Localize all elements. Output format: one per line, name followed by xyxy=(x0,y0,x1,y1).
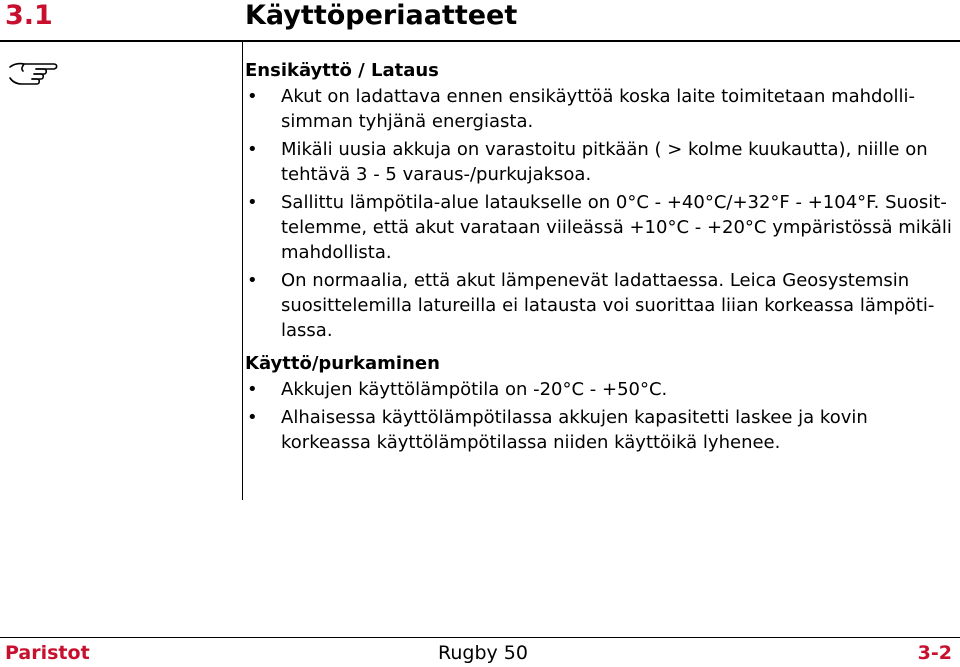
page-title: Käyttöperiaatteet xyxy=(245,0,518,31)
header-divider xyxy=(0,40,960,42)
list-item-text: Mikäli uusia akkuja on varastoitu pitkään ( > kolme kuukautta), niille on tehtävä 3 - 5 varaus-/purkujaksoa. xyxy=(281,139,928,185)
list-item-text: On normaalia, että akut lämpenevät ladattaessa. Leica Geosystemsin suosittelemilla latureilla ei latausta voi suorittaa liian korkeassa lämpöti- lassa. xyxy=(281,270,935,341)
list-item-text: Akut on ladattava ennen ensikäyttöä koska laite toimitetaan mahdolli- simman tyhjänä energiasta. xyxy=(281,86,915,132)
list-item-text: Alhaisessa käyttölämpötilassa akkujen kapasitetti laskee ja kovin korkeassa käyttölämpötilassa niiden käyttöikä lyhenee. xyxy=(281,407,868,453)
list-item-text: Sallittu lämpötila-alue lataukselle on 0°C - +40°C/+32°F - +104°F. Suosit- telemme, että akut varataan viileässä +10°C - +20°C ympäristössä mikäli mahdollista. xyxy=(281,192,952,263)
section-usage xyxy=(245,351,957,455)
section-first-use xyxy=(245,58,957,343)
footer-product: Rugby 50 xyxy=(438,642,528,664)
list-item xyxy=(245,190,957,265)
bullet-marker: • xyxy=(247,139,258,160)
section-heading: Ensikäyttö / Lataus xyxy=(245,60,439,81)
list-item xyxy=(245,377,957,402)
page-number: 3-2 xyxy=(917,642,952,664)
bullet-marker: • xyxy=(247,86,258,107)
bullet-marker: • xyxy=(247,270,258,291)
list-item xyxy=(245,137,957,187)
list-item xyxy=(245,84,957,134)
bullet-marker: • xyxy=(247,192,258,213)
list-item xyxy=(245,268,957,343)
bullet-marker: • xyxy=(247,407,258,428)
margin-divider xyxy=(242,42,243,500)
footer-chapter: Paristot xyxy=(5,642,90,664)
bullet-list xyxy=(245,377,957,455)
content-area xyxy=(245,58,957,458)
list-item xyxy=(245,405,957,455)
footer-divider xyxy=(0,637,960,638)
bullet-marker: • xyxy=(247,379,258,400)
pointing-hand-icon xyxy=(8,58,60,88)
bullet-list xyxy=(245,84,957,343)
list-item-text: Akkujen käyttölämpötila on -20°C - +50°C. xyxy=(281,379,668,400)
section-heading: Käyttö/purkaminen xyxy=(245,353,440,374)
section-number: 3.1 xyxy=(5,0,53,31)
